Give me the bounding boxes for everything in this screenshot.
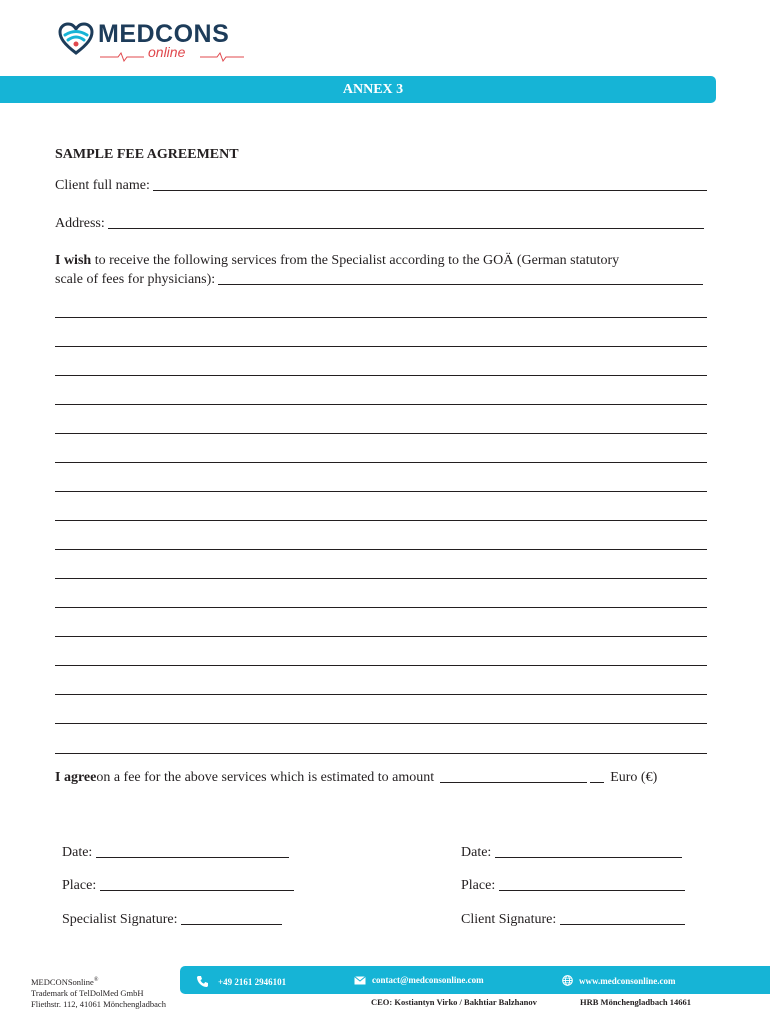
fee-amount-field[interactable] bbox=[440, 782, 587, 783]
logo-brand-text: MEDCONS bbox=[98, 20, 230, 48]
client-signature-label: Client Signature: bbox=[461, 912, 557, 927]
specialist-signature-line[interactable] bbox=[181, 924, 282, 925]
specialist-place-label: Place: bbox=[62, 878, 97, 893]
footer-email[interactable] bbox=[354, 975, 484, 985]
footer-website[interactable] bbox=[562, 975, 676, 986]
services-first-line[interactable] bbox=[218, 284, 703, 285]
agree-bold-text: I agree bbox=[55, 770, 97, 785]
services-line[interactable] bbox=[55, 723, 707, 724]
footer-registered-mark: ® bbox=[93, 977, 99, 983]
services-line[interactable] bbox=[55, 607, 707, 608]
client-date-field[interactable] bbox=[461, 845, 682, 861]
services-line[interactable] bbox=[55, 520, 707, 521]
logo-sub-text: online bbox=[148, 44, 186, 60]
logo-pulse-line-right bbox=[200, 52, 244, 62]
email-icon bbox=[354, 976, 366, 985]
specialist-signature-label: Specialist Signature: bbox=[62, 912, 178, 927]
wish-bold-text: I wish bbox=[55, 253, 92, 268]
footer-website-text: www.medconsonline.com bbox=[579, 975, 676, 986]
annex-banner bbox=[0, 76, 716, 103]
services-paragraph bbox=[55, 254, 707, 268]
services-line[interactable] bbox=[55, 317, 707, 318]
client-date-label: Date: bbox=[461, 845, 492, 860]
client-name-field[interactable] bbox=[55, 179, 707, 193]
footer-ceo: CEO: Kostiantyn Virko / Bakhtiar Balzhanov bbox=[371, 997, 537, 1007]
services-line[interactable] bbox=[55, 433, 707, 434]
services-line[interactable] bbox=[55, 578, 707, 579]
services-line[interactable] bbox=[55, 753, 707, 754]
client-name-label: Client full name: bbox=[55, 178, 150, 193]
specialist-place-line[interactable] bbox=[100, 890, 294, 891]
client-date-line[interactable] bbox=[495, 857, 682, 858]
globe-icon bbox=[562, 975, 573, 986]
address-label: Address: bbox=[55, 216, 105, 231]
footer-phone[interactable] bbox=[196, 975, 286, 988]
footer-hrb: HRB Mönchengladbach 14661 bbox=[580, 997, 691, 1007]
services-line[interactable] bbox=[55, 549, 707, 550]
agree-text: on a fee for the above services which is estimated to amount bbox=[96, 770, 435, 785]
services-line[interactable] bbox=[55, 665, 707, 666]
wish-text-line2: scale of fees for physicians): bbox=[55, 272, 216, 287]
footer-company-info bbox=[31, 975, 166, 1010]
client-signature-line[interactable] bbox=[560, 924, 685, 925]
services-line[interactable] bbox=[55, 346, 707, 347]
wish-text-line1: to receive the following services from the Specialist according to the GOÄ (German statutory bbox=[91, 253, 620, 268]
footer-phone-text: +49 2161 2946101 bbox=[218, 976, 287, 987]
client-place-line[interactable] bbox=[499, 890, 685, 891]
agree-currency: Euro (€) bbox=[610, 770, 658, 785]
client-name-line[interactable] bbox=[153, 190, 707, 191]
client-place-field[interactable] bbox=[461, 878, 685, 894]
footer-contact-bar bbox=[180, 966, 770, 994]
logo-pulse-line-left bbox=[100, 52, 144, 62]
phone-icon bbox=[196, 975, 209, 988]
footer-address: Fliethstr. 112, 41061 Mönchengladbach bbox=[31, 998, 166, 1009]
footer-company-name: MEDCONSonline bbox=[31, 976, 94, 987]
company-logo bbox=[58, 20, 258, 62]
services-line[interactable] bbox=[55, 375, 707, 376]
specialist-date-line[interactable] bbox=[96, 857, 289, 858]
address-line[interactable] bbox=[108, 228, 704, 229]
services-line[interactable] bbox=[55, 462, 707, 463]
fee-amount-cents-field[interactable] bbox=[590, 782, 604, 783]
medcons-logo-icon bbox=[58, 22, 94, 56]
footer-email-text: contact@medconsonline.com bbox=[372, 975, 484, 985]
document-heading: SAMPLE FEE AGREEMENT bbox=[55, 147, 239, 162]
services-line[interactable] bbox=[55, 636, 707, 637]
services-line[interactable] bbox=[55, 491, 707, 492]
client-signature-field[interactable] bbox=[461, 912, 685, 928]
address-field[interactable] bbox=[55, 217, 704, 231]
specialist-date-label: Date: bbox=[62, 845, 93, 860]
services-line[interactable] bbox=[55, 694, 707, 695]
specialist-signature-field[interactable] bbox=[62, 912, 282, 928]
fee-agreement-row bbox=[55, 771, 707, 785]
client-place-label: Place: bbox=[461, 878, 496, 893]
footer-trademark: Trademark of TelDolMed GmbH bbox=[31, 987, 144, 998]
specialist-date-field[interactable] bbox=[62, 845, 289, 861]
services-intro-field[interactable] bbox=[55, 273, 703, 287]
annex-title: ANNEX 3 bbox=[342, 81, 404, 97]
services-line[interactable] bbox=[55, 404, 707, 405]
specialist-place-field[interactable] bbox=[62, 878, 294, 894]
